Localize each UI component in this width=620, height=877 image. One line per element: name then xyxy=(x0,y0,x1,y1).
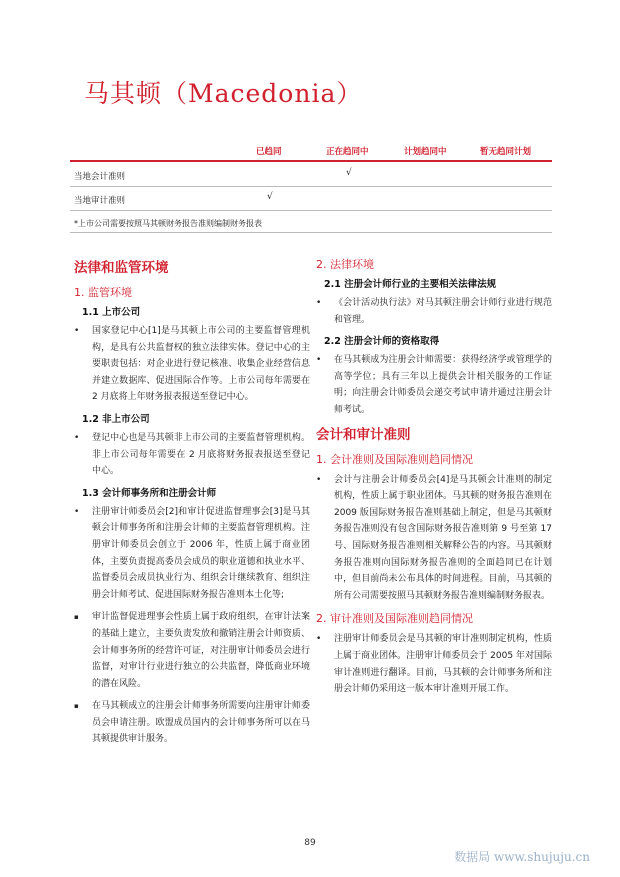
subsection-accounting-standards: 1. 会计准则及国际准则趋同情况 xyxy=(316,452,473,466)
paragraph-firms-2: ▪ 审计监督促进理事会性质上属于政府组织，在审计法案的基础上建立，主要负责发放和撤销注册会计师资质、会计师事务所的经营许可证，对注册审计师委员会进行监督，对审计行业进行独立的公共监督，降低商业环境的潜在风险。 xyxy=(74,609,310,692)
check-accounting: √ xyxy=(346,168,352,178)
heading-laws: 2.1 注册会计师行业的主要相关法律法规 xyxy=(324,279,497,290)
right-column xyxy=(316,256,552,704)
col-header-converging: 正在趋同中 xyxy=(326,147,369,157)
watermark: 数据局 www.shujuju.cn xyxy=(454,850,590,864)
paragraph-auditing-standards: • 注册审计师委员会是马其顿的审计准则制定机构，性质上属于商业团体。注册审计师委员会于 2005 年对国际审计准则进行翻译。目前，马其顿的会计师事务所和注册会计师仍采用这一版本审计准则开展工作。 xyxy=(316,631,552,697)
paragraph-accounting-standards: • 会计与注册会计师委员会[4]是马其顿会计准则的制定机构，性质上属于职业团体。马其顿的财务报告准则在 2009 版国际财务报告准则基础上制定，但是马其顿财务报告准则没有包含国际财务报告准则第 9 号至第 17 号、国际财务报告准则相关解释公告的内容。马其顿财务报告准则向国际财务报告准则的全面趋同已在计划中，但目前尚未公布具体的时间进程。目前，马其顿的所有公司需要按照马其顿财务报告准则编制财务报表。 xyxy=(316,472,552,605)
subsection-legal-environment: 2. 法律环境 xyxy=(316,258,374,271)
paragraph-qualification: • 在马其顿成为注册会计师需要：获得经济学或管理学的高等学位；具有三年以上提供会计相关服务的工作证明；向注册会计师委员会递交考试申请并通过注册会计师考试。 xyxy=(316,352,552,418)
col-header-no-plan: 暂无趋同计划 xyxy=(480,147,532,157)
subsection-regulatory: 1. 监管环境 xyxy=(74,286,132,299)
table-row-divider xyxy=(70,186,552,187)
heading-listed-companies: 1.1 上市公司 xyxy=(82,307,141,318)
table-bottom-rule xyxy=(70,232,552,233)
left-column xyxy=(74,258,310,754)
check-auditing: √ xyxy=(267,192,273,202)
col-header-planned: 计划趋同中 xyxy=(404,147,447,157)
paragraph-unlisted-companies: • 登记中心也是马其顿非上市公司的主要监督管理机构。非上市公司每年需要在 2 月底将财务报表报送至登记中心。 xyxy=(74,430,310,480)
paragraph-laws: • 《会计活动执行法》对马其顿注册会计师行业进行规范和管理。 xyxy=(316,295,552,328)
col-header-converged: 已趋同 xyxy=(256,147,282,157)
heading-unlisted-companies: 1.2 非上市公司 xyxy=(82,413,150,425)
table-header-rule xyxy=(70,160,552,162)
table-footnote: *上市公司需要按照马其顿财务报告准则编制财务报表 xyxy=(74,219,262,228)
paragraph-firms-1: • 注册审计师委员会[2]和审计促进监督理事会[3]是马其顿会计师事务所和注册会计师的主要监督管理机构。注册审计师委员会创立于 2006 年，性质上属于商业团体，主要负责提高委员会成员的职业道德和执业水平、监督委员会成员执业行为、组织会计继续教育、组织注册会计师考试、促进国际财务报告准则本土化等; xyxy=(74,504,310,604)
page-number: 89 xyxy=(304,838,316,848)
row-label-auditing: 当地审计准则 xyxy=(74,196,126,206)
page-title: 马其顿（Macedonia） xyxy=(84,79,363,108)
heading-qualification: 2.2 注册会计师的资格取得 xyxy=(324,336,440,348)
table-row-divider xyxy=(70,210,552,211)
section-heading-standards: 会计和审计准则 xyxy=(316,426,411,443)
heading-firms-cpas: 1.3 会计师事务所和注册会计师 xyxy=(82,487,217,499)
section-heading-legal: 法律和监管环境 xyxy=(74,260,169,276)
row-label-accounting: 当地会计准则 xyxy=(74,172,126,182)
paragraph-listed-companies: • 国家登记中心[1]是马其顿上市公司的主要监督管理机构，是具有公共监督权的独立法律实体。登记中心的主要职责包括：对企业进行登记核准、收集企业经营信息并建立数据库、促进国际合作等。上市公司每年需要在 2 月底将上年财务报表报送至登记中心。 xyxy=(74,323,310,406)
paragraph-firms-3: ▪ 在马其顿成立的注册会计师事务所需要向注册审计师委员会申请注册。欧盟成员国内的会计师事务所可以在马其顿提供审计服务。 xyxy=(74,698,310,748)
subsection-auditing-standards: 2. 审计准则及国际准则趋同情况 xyxy=(316,612,473,626)
